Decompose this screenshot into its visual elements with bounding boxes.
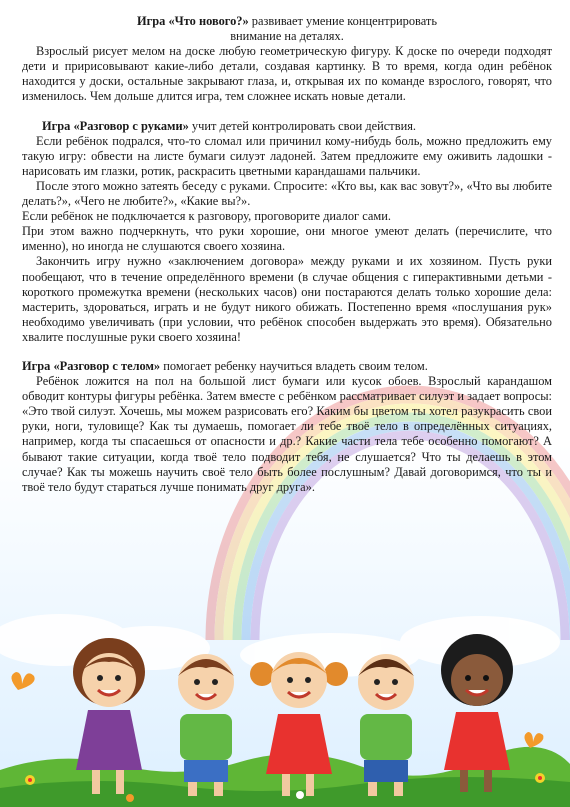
child-figure: [178, 654, 234, 796]
section-what-new-heading: Игра «Что нового?» развивает умение концентрировать внимание на деталях.: [137, 14, 437, 44]
children-illustration: [0, 630, 570, 807]
game-title-hands: Игра «Разговор с руками»: [42, 118, 189, 133]
paragraph: Ребёнок ложится на пол на большой лист бумаги или кусок обоев. Взрослый карандашом обводит контуры фигуры ребёнка. Затем вместе с ребёнком рассматривает силуэт и задает вопросы: «Это твой силуэт. Хочешь, мы можем разрисовать его? Каким бы цветом ты хотел разукрасить свои руки, ноги, туловище? Как ты думаешь, помогает ли тебе твоё тело в определённых ситуациях, например, когда ты спасаешься от опасности и др.? Какие части тела тебе особенно помогают? А бывают такие ситуации, когда твоё тело подводит тебя, не слушается? Что ты делаешь в этом случае? Как ты можешь научить своё тело быть более послушным? Давай договоримся, что ты и твоё тело будут стараться лучше понимать друг друга».: [22, 374, 552, 494]
section-hands-heading: Игра «Разговор с руками» учит детей контролировать свои действия.: [42, 118, 417, 133]
paragraph: После этого можно затеять беседу с руками. Спросите: «Кто вы, как вас зовут?», «Что вы любите делать?», «Чего не любите?», «Какие вы?».: [22, 178, 552, 209]
paragraph: При этом важно подчеркнуть, что руки хорошие, они многое умеют делать (перечислите, что именно), но иногда не слушаются своего хозяина.: [22, 224, 552, 254]
paragraph: Если ребёнок не подключается к разговору, проговорите диалог сами.: [22, 209, 391, 224]
paragraph: Взрослый рисует мелом на доске любую геометрическую фигуру. К доске по очереди подходят дети и пририсовывают какие-либо детали, создавая картинку. В то время, когда один ребёнок находится у доски, остальные закрывают глаза, и, открывая их по команде взрослого, говорят, что изменилось. Чем дольше длится игра, тем сложнее искать новые детали.: [22, 44, 552, 104]
paragraph: Если ребёнок подрался, что-то сломал или причинил кому-нибудь боль, можно предложить ему такую игру: обвести на листе бумаги силуэт ладоней. Затем предложите ему оживить ладошки - нарисовать им глазки, ротик, раскрасить цветными карандашами пальчики.: [22, 133, 552, 178]
butterfly-icon: [524, 732, 543, 748]
game-title-what-new: Игра «Что нового?»: [137, 14, 249, 28]
child-figure: [441, 634, 513, 792]
section-body-heading: Игра «Разговор с телом» помогает ребенку научиться владеть своим телом.: [22, 358, 428, 373]
butterfly-icon: [11, 672, 34, 690]
child-figure: [358, 654, 414, 796]
article-text: [22, 14, 552, 495]
paragraph: Закончить игру нужно «заключением договора» между руками и их хозяином. Пусть руки пообещают, что в течение определённого времени (в случае общения с гиперактивными детьми - короткого промежутка времени (нескольких часов) они постараются делать только хорошие дела: мастерить, здороваться, играть и не будут никого обижать. Постепенно время «послушания рук» необходимо увеличивать (при условии, что ребёнок способен выдержать это время). Обязательно хвалите послушные руки своего хозяина!: [22, 254, 552, 344]
game-title-body: Игра «Разговор с телом»: [22, 358, 161, 373]
